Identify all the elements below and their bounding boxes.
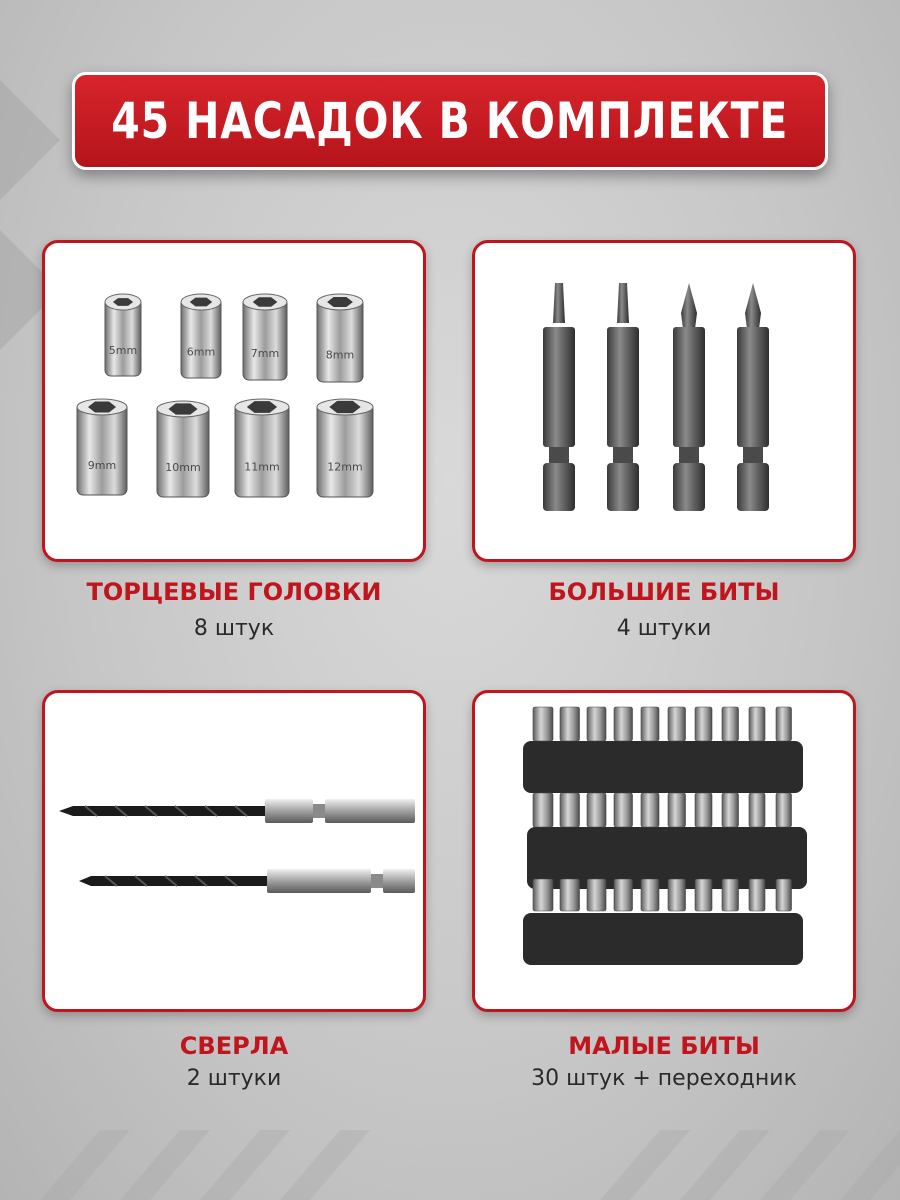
small-bit xyxy=(641,793,659,827)
large-bits-title: БОЛЬШИЕ БИТЫ xyxy=(548,578,780,606)
large-bits-image xyxy=(475,243,853,559)
small-bit xyxy=(749,879,765,911)
small-bits-count: 30 штук + переходник xyxy=(531,1066,797,1091)
small-bit xyxy=(641,707,659,741)
drill-bits-title: СВЕРЛА xyxy=(179,1032,289,1060)
small-bit xyxy=(533,707,553,741)
small-bit xyxy=(695,879,712,911)
socket-head xyxy=(77,399,127,495)
small-bit xyxy=(614,707,633,741)
small-bit xyxy=(722,707,739,741)
small-bits-card xyxy=(472,690,856,1012)
socket-head xyxy=(105,294,141,376)
socket-size-label: 12mm xyxy=(327,460,363,474)
drill-bits-image xyxy=(45,693,423,1009)
socket-head xyxy=(181,294,221,378)
small-bit xyxy=(668,793,686,827)
header-title: 45 НАСАДОК В КОМПЛЕКТЕ xyxy=(111,92,789,150)
small-bit xyxy=(560,879,580,911)
large-bit xyxy=(673,283,705,511)
small-bit xyxy=(533,879,553,911)
large-bit xyxy=(543,283,575,511)
small-bit xyxy=(722,793,739,827)
socket-heads-title: ТОРЦЕВЫЕ ГОЛОВКИ xyxy=(86,578,382,606)
small-bit xyxy=(695,707,712,741)
socket-head xyxy=(243,294,287,380)
small-bit xyxy=(533,793,553,827)
small-bit xyxy=(668,707,686,741)
socket-size-label: 10mm xyxy=(165,461,201,475)
small-bit xyxy=(614,879,633,911)
small-bit xyxy=(749,793,765,827)
small-bit xyxy=(587,793,606,827)
large-bit xyxy=(607,283,639,511)
socket-heads-count: 8 штук xyxy=(193,616,275,641)
socket-heads-card xyxy=(42,240,426,562)
socket-heads-image xyxy=(45,243,423,559)
socket-head xyxy=(157,401,209,497)
small-bit xyxy=(776,879,792,911)
socket-size-label: 8mm xyxy=(325,348,355,362)
small-bits-title: МАЛЫЕ БИТЫ xyxy=(568,1032,760,1060)
small-bit xyxy=(776,707,792,741)
bit-holder xyxy=(527,793,807,889)
large-bit xyxy=(737,283,769,511)
small-bits-image xyxy=(475,693,853,1009)
socket-size-label: 11mm xyxy=(244,460,280,474)
small-bit xyxy=(587,879,606,911)
header-banner xyxy=(72,72,828,170)
large-bits-card xyxy=(472,240,856,562)
small-bit xyxy=(587,707,606,741)
small-bit xyxy=(776,793,792,827)
drill-bits-card xyxy=(42,690,426,1012)
bit-holder xyxy=(523,707,803,793)
socket-size-label: 5mm xyxy=(108,344,138,358)
drill-bit-2 xyxy=(79,869,415,893)
small-bit xyxy=(641,879,659,911)
background-chevrons-bottom xyxy=(0,1090,900,1200)
bit-holder xyxy=(523,879,803,965)
small-bit xyxy=(749,707,765,741)
large-bits-count: 4 штуки xyxy=(616,616,712,641)
socket-head xyxy=(235,399,289,497)
socket-size-label: 6mm xyxy=(186,345,216,359)
socket-head xyxy=(317,399,373,497)
socket-size-label: 7mm xyxy=(250,347,280,361)
drill-bit-1 xyxy=(59,799,415,823)
small-bit xyxy=(560,707,580,741)
socket-size-label: 9mm xyxy=(87,459,117,473)
drill-bits-count: 2 штуки xyxy=(186,1066,282,1091)
small-bit xyxy=(722,879,739,911)
small-bit xyxy=(614,793,633,827)
small-bit xyxy=(668,879,686,911)
socket-head xyxy=(317,294,363,382)
small-bit xyxy=(695,793,712,827)
small-bit xyxy=(560,793,580,827)
